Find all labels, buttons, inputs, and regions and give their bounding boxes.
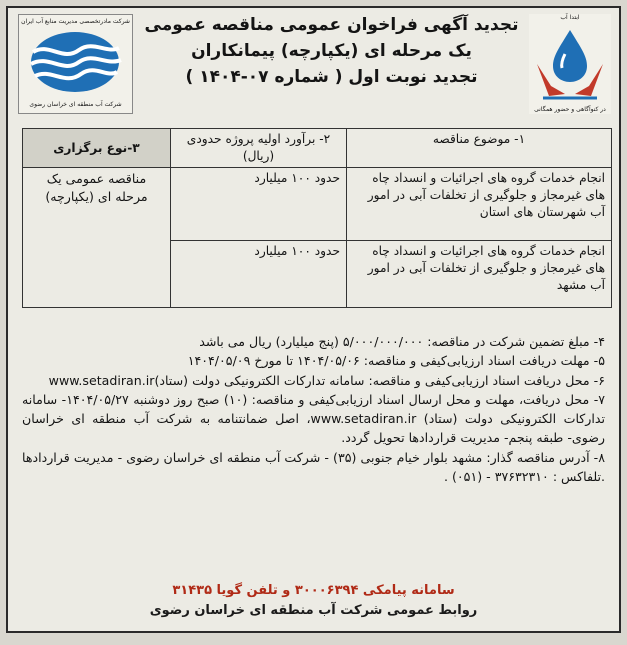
notice-header [8, 8, 619, 126]
tender-table [22, 128, 612, 308]
header-subject: ۱- موضوع مناقصه [347, 129, 612, 168]
item-document-location: ۶- محل دریافت اسناد ارزیابی‌کیفی و مناقصه: سامانه تدارکات الکترونیکی دولت (ستاد)www.setadiran.ir [48, 372, 605, 388]
water-waves-icon [19, 28, 132, 98]
notice-footer [8, 581, 619, 621]
item-guarantee-amount: ۴- مبلغ تضمین شرکت در مناقصه: ۵/۰۰۰/۰۰۰/۰۰۰ (پنج میلیارد) ریال می باشد [199, 334, 605, 349]
organization-logo-left [18, 14, 133, 114]
header-type: ۳-نوع برگزاری [23, 129, 171, 168]
footer-public-relations: روابط عمومی شرکت آب منطقه ای خراسان رضوی [149, 603, 478, 618]
item-address: ۸- آدرس مناقصه گذار: مشهد بلوار خیام جنوبی (۳۵) - شرکت آب منطقه ای خراسان رضوی - مدیریت قراردادها .تلفاکس : ۳۷۶۳۲۳۱۰ - (۰۵۱) . [22, 449, 605, 485]
row-subject: انجام خدمات گروه های اجرائیات و انسداد چاه های غیرمجاز و جلوگیری از تخلفات آبی در امور آب شهرستان های استان [347, 168, 612, 241]
row-estimate: حدود ۱۰۰ میلیارد [171, 168, 347, 241]
item-submission: ۷- محل دریافت، مهلت و محل ارسال اسناد ارزیابی‌کیفی و مناقصه: (۱۰) صبح روز دوشنبه ۱۴۰۴/۰۵/۲۷- سامانه تدارکات الکترونیکی دولت (ستاد) www.setadiran.ir، اصل ضمانتنامه به شرکت آب منطقه ای خراسان رضوی- طبقه پنجم- مدیریت قراردادها تحویل گردد. [22, 391, 606, 446]
organization-logo-right [529, 14, 611, 114]
item-document-deadline: ۵- مهلت دریافت اسناد ارزیابی‌کیفی و مناقصه: ۱۴۰۴/۰۵/۰۶ تا مورخ ۱۴۰۴/۰۵/۰۹ [187, 353, 605, 369]
header-estimate: ۲- برآورد اولیه پروژه حدودی (ریال) [171, 129, 347, 168]
logo-left-header-caption: شرکت مادرتخصصی مدیریت منابع آب ایران [21, 18, 130, 25]
title-line-2: یک مرحله ای (یکپارچه) پیمانکاران [191, 41, 472, 61]
table-header-row [23, 129, 612, 168]
title-line-3: تجدید نوبت اول ( شماره ۰۷-۱۴۰۴ ) [185, 67, 478, 87]
row-subject: انجام خدمات گروه های اجرائیات و انسداد چاه های غیرمجاز و جلوگیری از تخلفات آبی در امور آب مشهد [347, 241, 612, 308]
tender-type-cell: مناقصه عمومی یک مرحله ای (یکپارچه) [23, 168, 171, 308]
table-row [23, 168, 612, 241]
tender-notice [6, 6, 621, 633]
water-drop-hands-icon [529, 24, 611, 106]
notice-title [140, 12, 523, 90]
footer-sms-line: سامانه پیامکی ۳۰۰۰۶۳۹۴ و تلفن گویا ۳۱۴۳۵ [172, 583, 455, 598]
row-estimate: حدود ۱۰۰ میلیارد [171, 241, 347, 308]
logo-left-caption: شرکت آب منطقه ای خراسان رضوی [29, 101, 122, 108]
logo-right-caption-top: ابتدا آب [560, 14, 580, 21]
title-line-1: تجدید آگهی فراخوان عمومی مناقصه عمومی [144, 15, 519, 35]
notice-body [22, 332, 605, 486]
logo-right-caption-bottom: در کنوآگاهی و حضور همگانی [534, 106, 606, 113]
